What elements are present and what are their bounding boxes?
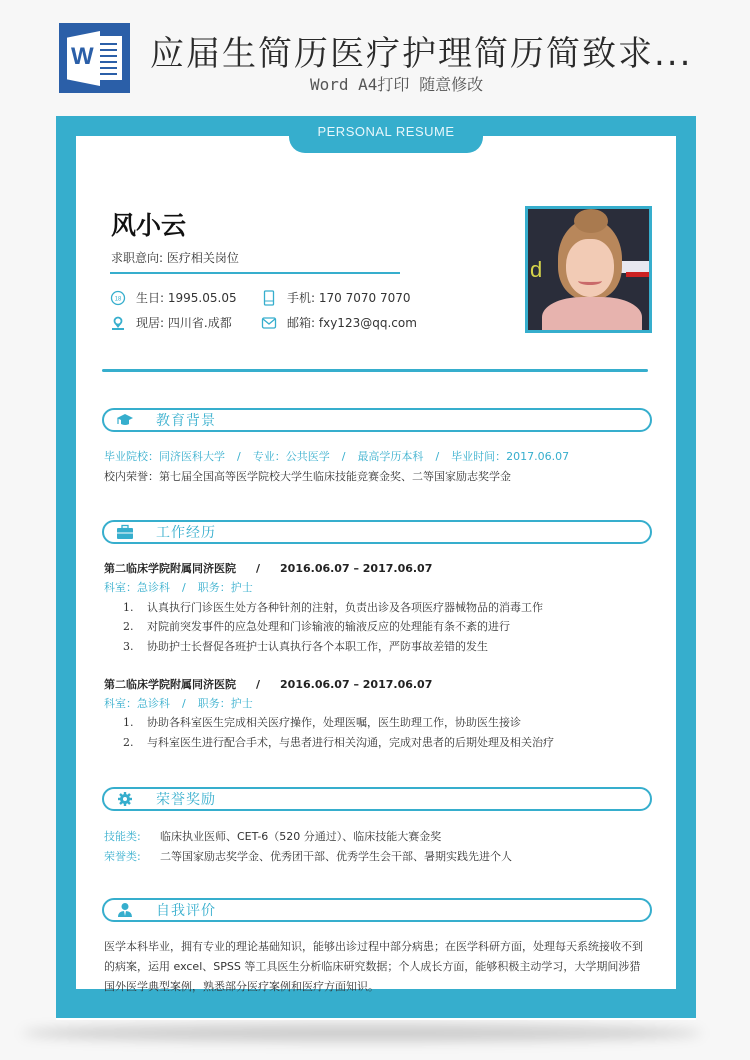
job-dept: 科室：急诊科: [104, 581, 170, 594]
job-intent: [111, 249, 239, 266]
section-title: 荣誉奖励: [156, 792, 216, 808]
separator: /: [237, 450, 241, 463]
section-work-header: [102, 520, 652, 544]
job-period: 2016.06.07 – 2017.06.07: [280, 562, 433, 575]
job-2-header: [104, 678, 432, 692]
job-1-duty-2: [123, 620, 510, 634]
briefcase-icon: [116, 524, 134, 540]
list-number: 1.: [123, 601, 134, 614]
list-number: 2.: [123, 620, 134, 633]
duty-text: 与科室医生进行配合手术，与患者进行相关沟通，完成对患者的后期处理及相关治疗: [147, 736, 554, 749]
honors-value: 二等国家励志奖学金、优秀团干部、优秀学生会干部、暑期实践先进个人: [160, 850, 512, 863]
section-awards-header: [102, 787, 652, 811]
job-org: 第二临床学院附属同济医院: [104, 562, 236, 575]
degree: 最高学历本科: [357, 450, 424, 463]
resume-page: [56, 116, 696, 1020]
page-shadow: [22, 1025, 702, 1041]
duty-text: 对院前突发事件的应急处理和门诊输液的输液反应的处理能有条不紊的进行: [147, 620, 510, 633]
major: 专业：公共医学: [252, 450, 330, 463]
word-icon: W: [59, 23, 130, 93]
birthday-row: [110, 289, 237, 306]
job-intent-label: 求职意向:: [111, 251, 164, 265]
job-role: 职务：护士: [197, 581, 253, 594]
job-dept: 科室：急诊科: [104, 697, 170, 710]
skills-label: 技能类:: [104, 830, 141, 843]
phone-label: 手机:: [287, 291, 316, 305]
separator: /: [182, 697, 186, 710]
birthday-value: 1995.05.05: [167, 290, 237, 305]
separator: /: [435, 450, 440, 463]
section-title: 自我评价: [156, 903, 216, 919]
self-evaluation-text: 医学本科毕业，拥有专业的理论基础知识，能够出诊过程中部分病患；在医学科研方面，处理每天系统接收不到的病案，运用 excel、SPSS 等工具医生分析临床研究数据；个人成长方面，能够积极主动学习，大学期间涉猎国外医学典型案例，熟悉部分医疗案例和医疗方面知识。: [104, 940, 643, 993]
email-row: [261, 314, 417, 331]
section-title: 教育背景: [156, 413, 216, 429]
email-value: fxy123@qq.com: [318, 315, 417, 330]
separator: /: [341, 450, 346, 463]
section-education-header: [102, 408, 652, 432]
job-intent-value: 医疗相关岗位: [166, 251, 239, 265]
job-1-header: [104, 562, 432, 576]
job-1-duty-1: [123, 601, 543, 615]
job-2-duty-2: [123, 736, 554, 750]
job-role: 职务：护士: [197, 697, 253, 710]
resume-banner: PERSONAL RESUME: [289, 116, 483, 153]
phone-icon: [261, 290, 277, 306]
separator: /: [256, 562, 261, 575]
list-number: 2.: [123, 736, 134, 749]
phone-value: 170 7070 7070: [318, 290, 411, 305]
document-title: 应届生简历医疗护理简历简致求...: [150, 34, 693, 74]
section-title: 工作经历: [156, 525, 216, 541]
candidate-name: 风小云: [111, 211, 187, 240]
location-pin-icon: [110, 315, 126, 331]
list-number: 1.: [123, 716, 134, 729]
birthday-label: 生日:: [136, 291, 165, 305]
job-2-role: [104, 697, 253, 711]
email-label: 邮箱:: [287, 316, 316, 330]
duty-text: 认真执行门诊医生处方各种针剂的注射，负责出诊及各项医疗器械物品的消毒工作: [147, 601, 543, 614]
separator: /: [182, 581, 186, 594]
gear-icon: [116, 791, 134, 807]
address-value: 四川省.成都: [167, 316, 232, 330]
profile-photo: d: [525, 206, 652, 333]
document-subtitle: Word A4打印 随意修改: [310, 75, 484, 94]
age-18-icon: [110, 290, 126, 306]
honors-label: 荣誉类:: [104, 850, 141, 863]
school: 毕业院校：同济医科大学: [104, 450, 225, 463]
address-label: 现居:: [136, 316, 165, 330]
awards-honors-row: [104, 850, 512, 864]
job-org: 第二临床学院附属同济医院: [104, 678, 236, 691]
header-divider: [102, 369, 648, 372]
education-summary: [104, 450, 569, 464]
document-header: [0, 0, 750, 110]
job-2-duty-1: [123, 716, 521, 730]
graduation-date: 毕业时间：2017.06.07: [451, 450, 570, 463]
duty-text: 协助各科室医生完成相关医疗操作，处理医嘱，医生助理工作，协助医生接诊: [147, 716, 521, 729]
separator: /: [256, 678, 261, 691]
education-honor: 校内荣誉：第七届全国高等医学院校大学生临床技能竞赛金奖、二等国家励志奖学金: [104, 470, 511, 483]
svg-text:18: 18: [114, 296, 122, 302]
intent-underline: [110, 272, 400, 274]
job-1-duty-3: [123, 640, 488, 654]
phone-row: [261, 289, 411, 306]
resume-content: [76, 124, 676, 993]
person-icon: [116, 902, 134, 918]
address-row: [110, 314, 232, 331]
duty-text: 协助护士长督促各班护士认真执行各个本职工作，严防事故差错的发生: [147, 640, 488, 653]
skills-value: 临床执业医师、CET-6（520 分通过）、临床技能大赛金奖: [160, 830, 442, 843]
job-1-role: [104, 581, 253, 595]
mail-icon: [261, 315, 277, 331]
list-number: 3.: [123, 640, 134, 653]
section-self-header: [102, 898, 652, 922]
awards-skills-row: [104, 830, 441, 844]
job-period: 2016.06.07 – 2017.06.07: [280, 678, 433, 691]
graduation-cap-icon: [116, 412, 134, 428]
